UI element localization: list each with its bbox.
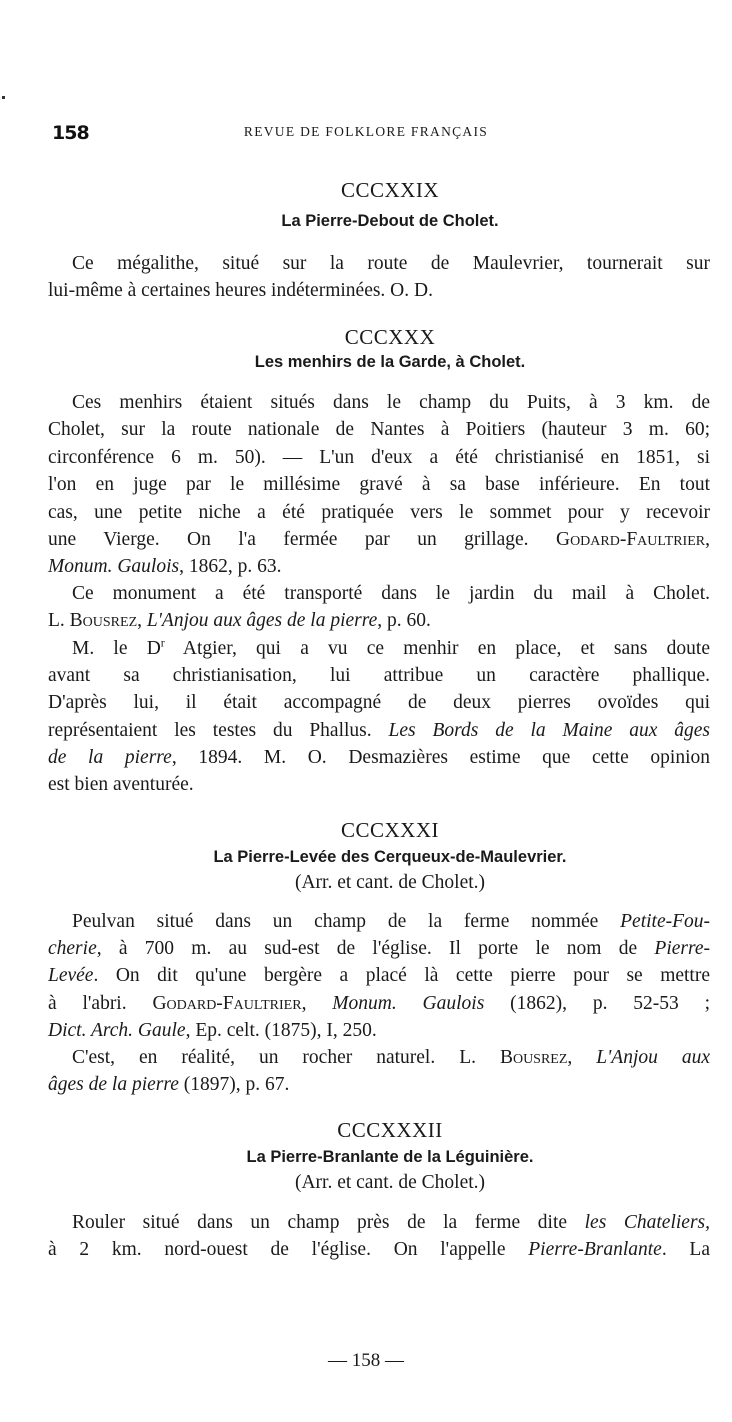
text-run: à l'abri. — [48, 993, 153, 1014]
paragraph-line — [48, 937, 710, 961]
text-run: l'on en juge par le millésime gravé à sa base inférieure. En tout — [48, 474, 710, 495]
text-run: Ces menhirs étaient situés dans le champ du Puits, à 3 km. de — [72, 392, 710, 413]
italic-text: Petite-Fou- — [620, 911, 710, 932]
paragraph-line — [48, 501, 710, 525]
text-run: Atgier, qui a vu ce menhir en place, et sans doute — [164, 638, 710, 659]
author-name: Bousrez — [69, 610, 138, 631]
text-run: , — [301, 993, 333, 1014]
paragraph-line — [48, 1238, 710, 1262]
paragraph-line — [48, 391, 710, 415]
text-run: L. — [48, 610, 70, 631]
text-run: , — [137, 610, 147, 631]
text-run: , Ep. celt. (1875), I, 250. — [185, 1020, 377, 1041]
text-run: avant sa christianisation, lui attribue un caractère phallique. — [48, 665, 710, 686]
paragraph-line — [48, 964, 710, 988]
text-run: Ce mégalithe, situé sur la route de Maulevrier, tournerait sur — [72, 253, 710, 274]
italic-text: L'Anjou aux âges de la pierre — [146, 610, 378, 631]
superscript: r — [160, 637, 165, 650]
paragraph-line — [48, 1211, 710, 1235]
section-number: CCCXXXI — [340, 818, 439, 842]
paragraph-line — [48, 691, 710, 715]
section-number: CCCXXIX — [340, 178, 439, 202]
italic-text: Les Bords de la Maine aux âges — [388, 720, 710, 741]
section-title: La Pierre-Levée des Cerqueux-de-Maulevrier. — [213, 848, 567, 866]
text-run: cas, une petite niche a été pratiquée vers le sommet pour y recevoir — [48, 502, 710, 523]
section-number: CCCXXX — [344, 325, 436, 349]
paragraph-line — [48, 1073, 710, 1097]
author-name: Bousrez — [499, 1047, 568, 1068]
italic-text: de la pierre — [48, 747, 172, 768]
text-run: Ce monument a été transporté dans le jardin du mail à Cholet. — [72, 583, 710, 604]
text-run: à 2 km. nord-ouest de l'église. On l'appelle — [48, 1239, 529, 1260]
italic-text: âges de la pierre — [48, 1074, 179, 1095]
text-run: . On dit qu'une bergère a placé là cette pierre pour se mettre — [93, 965, 710, 986]
paragraph-line — [48, 746, 710, 770]
italic-text: Pierre-Branlante — [528, 1239, 662, 1260]
text-run: représentaient les testes du Phallus. — [48, 720, 389, 741]
text-run: . La — [661, 1239, 710, 1260]
text-run: , à 700 m. au sud-est de l'église. Il porte le nom de — [96, 938, 655, 959]
text-run: , — [567, 1047, 597, 1068]
author-name: Godard-Faultrier, — [555, 529, 710, 550]
section-title: La Pierre-Branlante de la Léguinière. — [246, 1148, 534, 1166]
paragraph-line — [48, 279, 710, 303]
text-run: , 1862, p. 63. — [179, 556, 282, 577]
paragraph-line — [48, 910, 710, 934]
scan-speck — [2, 96, 5, 99]
italic-text: les Chateliers, — [584, 1212, 710, 1233]
section-number: CCCXXXII — [337, 1118, 443, 1142]
paragraph-line — [48, 528, 710, 552]
italic-text: Dict. Arch. Gaule — [48, 1020, 186, 1041]
paragraph-line — [48, 719, 710, 743]
paragraph-line — [48, 1019, 710, 1043]
text-run: Rouler situé dans un champ près de la ferme dite — [72, 1212, 585, 1233]
italic-text: Levée — [48, 965, 94, 986]
text-run: circonférence 6 m. 50). — L'un d'eux a été christianisé en 1851, si — [48, 447, 710, 468]
paragraph-line — [48, 252, 710, 276]
text-run: une Vierge. On l'a fermée par un grillage. — [48, 529, 556, 550]
text-run: est bien aventurée. — [48, 774, 194, 795]
running-title: REVUE DE FOLKLORE FRANÇAIS — [243, 124, 489, 139]
text-run: M. le D — [72, 638, 161, 659]
paragraph-line — [48, 473, 710, 497]
paragraph-line — [48, 664, 710, 688]
text-run: (1862), p. 52-53 ; — [484, 993, 710, 1014]
paragraph-line — [48, 582, 710, 606]
italic-text: Monum. Gaulois — [332, 993, 485, 1014]
italic-text: Monum. Gaulois — [48, 556, 180, 577]
text-run: Cholet, sur la route nationale de Nantes à Poitiers (hauteur 3 m. 60; — [48, 419, 710, 440]
section-title: Les menhirs de la Garde, à Cholet. — [254, 353, 526, 371]
paragraph-line — [48, 637, 710, 661]
italic-text: cherie — [48, 938, 97, 959]
author-name: Godard-Faultrier — [152, 993, 302, 1014]
section-subtitle: (Arr. et cant. de Cholet.) — [294, 1172, 486, 1193]
text-run: Peulvan situé dans un champ de la ferme nommée — [72, 911, 621, 932]
paragraph-line — [48, 1046, 710, 1070]
italic-text: Pierre- — [654, 938, 710, 959]
text-run: C'est, en réalité, un rocher naturel. L. — [72, 1047, 500, 1068]
text-run: lui-même à certaines heures indéterminées. O. D. — [48, 280, 433, 301]
paragraph-line — [48, 992, 710, 1016]
paragraph-line — [48, 773, 710, 797]
paragraph-line — [48, 555, 710, 579]
text-run: , 1894. M. O. Desmazières estime que cette opinion — [171, 747, 710, 768]
italic-text: L'Anjou aux — [596, 1047, 710, 1068]
section-subtitle: (Arr. et cant. de Cholet.) — [294, 872, 486, 893]
paragraph-line — [48, 418, 710, 442]
section-title: La Pierre-Debout de Cholet. — [281, 212, 499, 230]
header-page-number: 158 — [52, 122, 89, 144]
page-number-footer: — 158 — — [328, 1350, 404, 1371]
paragraph-line — [48, 609, 710, 633]
text-run: , p. 60. — [377, 610, 431, 631]
text-run: D'après lui, il était accompagné de deux pierres ovoïdes qui — [48, 692, 710, 713]
text-run: (1897), p. 67. — [178, 1074, 290, 1095]
paragraph-line — [48, 446, 710, 470]
